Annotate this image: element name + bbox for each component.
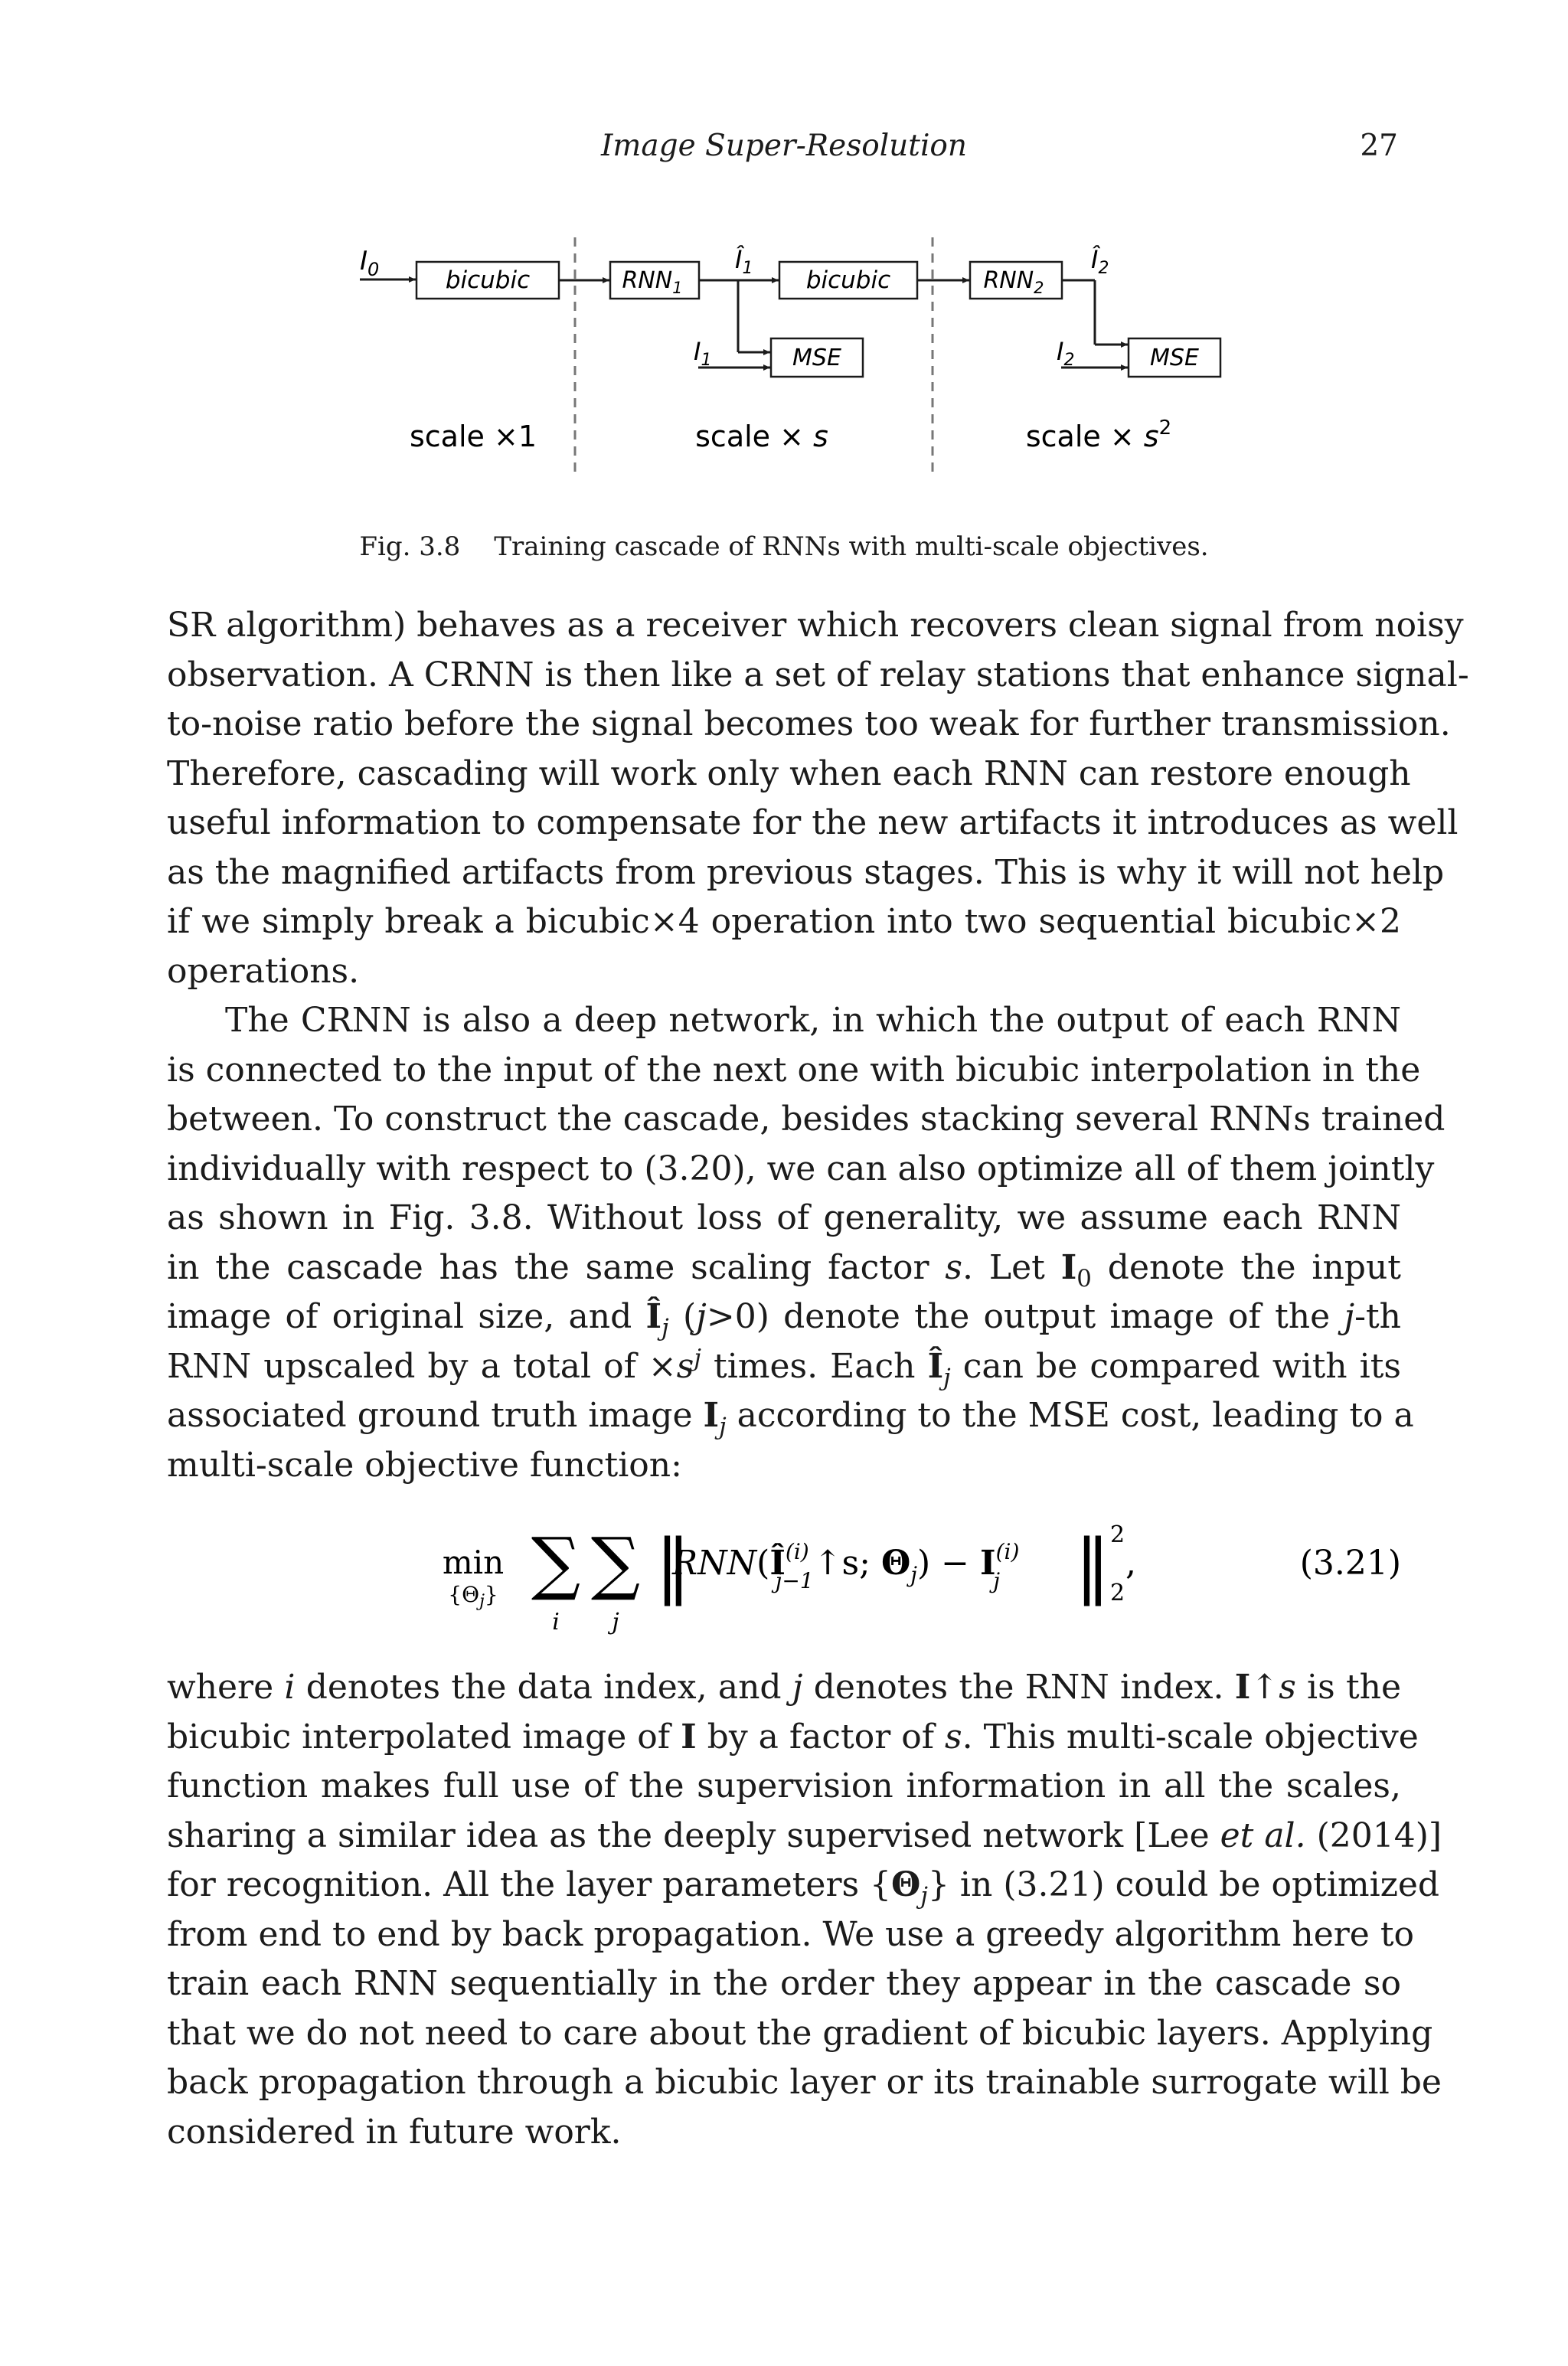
math-i-bold: I: [1234, 1668, 1251, 1707]
text-run: bicubic interpolated image of: [167, 1717, 681, 1757]
page-number: 27: [1360, 129, 1398, 163]
eq-sum-i-index: i: [552, 1609, 560, 1636]
mse2-label: MSE: [1150, 345, 1199, 371]
text-run: image of original size, and: [167, 1297, 646, 1336]
text-line: multi-scale objective function:: [167, 1445, 682, 1485]
rnn2-label: $RNN_2$: [983, 267, 1044, 297]
text-run: denotes the RNN index.: [802, 1668, 1235, 1707]
text-run: (2014)]: [1305, 1815, 1442, 1855]
bicubic-label-2: bicubic: [805, 266, 891, 294]
math-sub: j: [920, 1881, 928, 1910]
text-line: from end to end by back propagation. We use a greedy algorithm here to: [167, 1914, 1414, 1954]
text-run: RNN upscaled by a total of ×: [167, 1346, 677, 1386]
label-i-hat-1: $Î_1$: [735, 245, 753, 278]
label-i-hat-2: $Î_2$: [1091, 245, 1109, 278]
eq-min: min: [442, 1544, 505, 1581]
rnn1-label: $RNN_1$: [622, 267, 683, 297]
math-i: I: [703, 1396, 720, 1435]
eq-min-subscript: $\{\Theta_j\}$: [448, 1582, 498, 1611]
scale-label-2: scale × s: [695, 420, 828, 453]
equation-3-21: [167, 1516, 1401, 1646]
math-s: s: [676, 1346, 694, 1386]
text-line: observation. A CRNN is then like a set of relay stations that enhance signal-: [167, 655, 1469, 694]
text-line: The CRNN is also a deep network, in which the output of each RNN: [225, 1001, 1401, 1040]
bicubic-label-1: bicubic: [445, 266, 531, 294]
running-head-title: Image Super-Resolution: [600, 129, 968, 163]
figure-caption: [0, 531, 1568, 562]
figure-caption-label: Fig. 3.8: [359, 531, 461, 562]
citation-etal: et al.: [1220, 1815, 1306, 1855]
eq-norm-sub: 2: [1110, 1580, 1125, 1606]
math-i: i: [284, 1668, 296, 1707]
text-line: considered in future work.: [167, 2112, 622, 2152]
math-sub: j: [719, 1412, 727, 1440]
label-i1: $I_1$: [694, 337, 712, 370]
figure-caption-text: Training cascade of RNNs with multi-scale objectives.: [494, 531, 1209, 562]
text-run: -th: [1354, 1297, 1402, 1336]
label-i0: $I_0$: [360, 246, 380, 280]
text-run: denote the input: [1091, 1247, 1401, 1287]
text-run: can be compared with its: [950, 1346, 1402, 1386]
math-j: j: [696, 1297, 707, 1336]
text-line: [167, 1391, 1414, 1441]
text-line: [167, 1243, 1401, 1293]
math-s: s: [1279, 1668, 1296, 1707]
math-up-arrow: ↑: [1250, 1668, 1279, 1707]
text-line: as the magnified artifacts from previous stages. This is why it will not help: [167, 852, 1445, 892]
text-run: denotes the data index, and: [295, 1668, 792, 1707]
mse1-label: MSE: [792, 345, 841, 371]
eq-sum-j-index: j: [612, 1609, 619, 1636]
text-line: [167, 1292, 1401, 1342]
text-line: back propagation through a bicubic layer or its trainable surrogate will be: [167, 2063, 1442, 2102]
text-run: associated ground truth image: [167, 1396, 704, 1435]
eq-norm-right: ‖: [1075, 1525, 1110, 1606]
text-line: SR algorithm) behaves as a receiver which recovers clean signal from noisy: [167, 606, 1464, 645]
text-line: train each RNN sequentially in the order they appear in the cascade so: [167, 1964, 1401, 2003]
math-i-bold: I: [681, 1717, 697, 1757]
text-line: [167, 1663, 1401, 1713]
text-run: >0) denote the output image of the: [706, 1297, 1344, 1336]
math-sup: j: [694, 1343, 701, 1371]
paragraph-3: [167, 1663, 1442, 2157]
text-run: is the: [1295, 1668, 1402, 1707]
text-line: individually with respect to (3.20), we can also optimize all of them jointly: [167, 1149, 1435, 1188]
text-line: [167, 1812, 1442, 1861]
math-sub: 0: [1076, 1264, 1092, 1292]
text-line: between. To construct the cascade, besides stacking several RNNs trained: [167, 1100, 1446, 1139]
math-sub: j: [662, 1313, 669, 1341]
scale-label-3: scale × $s^2$: [1025, 417, 1172, 453]
text-run: } in (3.21) could be optimized: [927, 1865, 1440, 1904]
text-line: useful information to compensate for the new artifacts it introduces as well: [167, 803, 1459, 842]
text-run: according to the MSE cost, leading to a: [726, 1396, 1414, 1435]
text-run: (: [668, 1297, 697, 1336]
text-line: Therefore, cascading will work only when each RNN can restore enough: [167, 753, 1411, 793]
paragraph-2: [167, 996, 1446, 1490]
label-i2: $I_2$: [1057, 337, 1075, 370]
text-line: if we simply break a bicubic×4 operation into two sequential bicubic×2: [167, 902, 1401, 941]
text-run: by a factor of: [696, 1717, 945, 1757]
text-run: . Let: [962, 1247, 1061, 1287]
eq-body: $RNN(Î^{(i)}$ j−1↑s; $\Theta_j) - I^{(i)}$ j: [672, 1539, 1020, 1593]
text-run: in the cascade has the same scaling factor: [167, 1247, 946, 1287]
text-run: sharing a similar idea as the deeply supervised network [Lee: [167, 1815, 1220, 1855]
cascade-figure: [337, 230, 1256, 490]
eq-norm-left: ‖: [655, 1525, 691, 1606]
eq-comma: ,: [1125, 1544, 1136, 1583]
text-line: [167, 1342, 1401, 1392]
scale-label-1: scale ×1: [409, 420, 537, 453]
text-run: times. Each: [701, 1346, 928, 1386]
text-line: is connected to the input of the next one with bicubic interpolation in the: [167, 1050, 1421, 1090]
eq-number: (3.21): [1299, 1544, 1401, 1583]
text-line: [167, 1861, 1440, 1910]
text-line: that we do not need to care about the gradient of bicubic layers. Applying: [167, 2013, 1433, 2053]
text-run: where: [167, 1668, 285, 1707]
eq-norm-sup: 2: [1110, 1521, 1125, 1548]
math-i-hat: Î: [927, 1346, 944, 1386]
math-i-hat: Î: [645, 1297, 662, 1336]
math-s: s: [945, 1247, 962, 1287]
math-j: j: [792, 1668, 803, 1707]
text-run: for recognition. All the layer parameters {: [167, 1865, 892, 1904]
text-line: to-noise ratio before the signal becomes too weak for further transmission.: [167, 704, 1451, 743]
paragraph-1: [167, 601, 1469, 996]
math-j: j: [1344, 1297, 1355, 1336]
math-i: I: [1060, 1247, 1077, 1287]
math-theta: Θ: [891, 1865, 921, 1904]
running-head: [0, 129, 1568, 167]
text-run: . This multi-scale objective: [962, 1717, 1419, 1757]
eq-sum-i: ∑: [531, 1523, 581, 1603]
text-line: function makes full use of the supervision information in all the scales,: [167, 1766, 1401, 1806]
math-sub: j: [943, 1363, 951, 1391]
text-line: [167, 1713, 1419, 1763]
math-s: s: [945, 1717, 962, 1757]
text-line: operations.: [167, 951, 360, 991]
text-line: as shown in Fig. 3.8. Without loss of generality, we assume each RNN: [167, 1198, 1401, 1237]
eq-sum-j: ∑: [590, 1523, 641, 1603]
